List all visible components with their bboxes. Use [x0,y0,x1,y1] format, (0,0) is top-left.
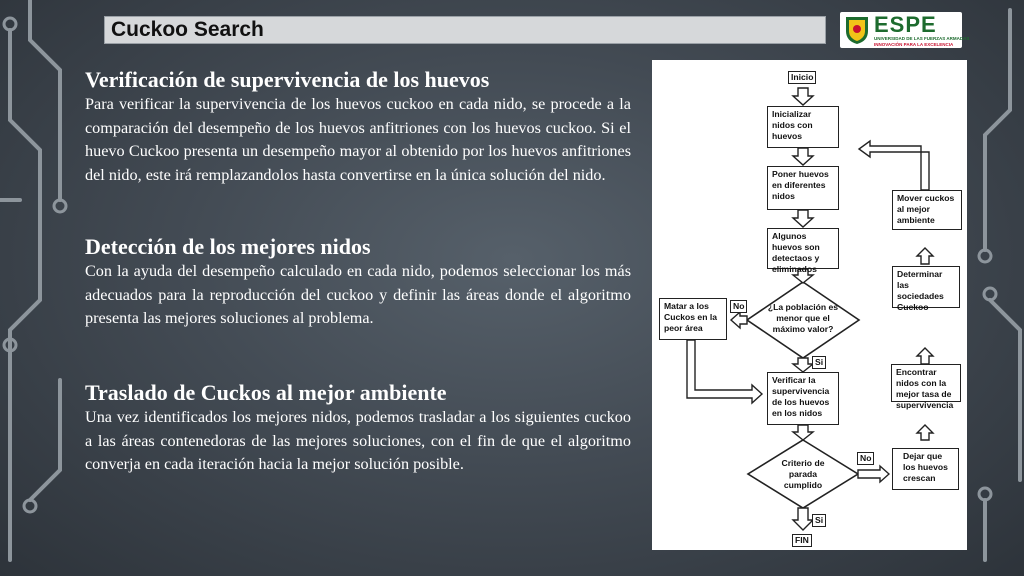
arrow-left [731,312,747,328]
arrow-up [917,425,933,440]
logo-tagline: INNOVACIÓN PARA LA EXCELENCIA [874,42,954,47]
verify-box: Verificar la supervivencia de los huevos en los nidos [767,372,839,425]
arrow-up [917,248,933,264]
init-box: Inicializar nidos con huevos [767,106,839,148]
arrow-loop [687,340,762,403]
arrow-down [793,508,813,530]
label-si: Si [812,356,826,369]
arrow-down [793,358,813,372]
section-heading: Verificación de supervivencia de los huevos [85,67,490,92]
kill-box: Matar a los Cuckos en la peor área [659,298,727,340]
logo-name: ESPE [874,12,937,37]
move-box: Mover cuckos al mejor ambiente [892,190,962,230]
label-si: Si [812,514,826,527]
section-heading: Detección de los mejores nidos [85,234,371,259]
decision-stop-text: Criterio de parada cumplido [781,458,825,490]
label-no: No [730,300,747,313]
societies-box: Determinar las sociedades Cuckoo [892,266,960,308]
section-body: Con la ayuda del desempeño calculado en cada nido, podemos seleccionar los más adecuados para la reproducción del cuckoo y definir las áreas donde el algoritmo presenta las mejores soluciones al problema. [85,262,631,327]
header-title: Cuckoo Search [111,18,264,41]
decision-population-text: ¿La población es menor que el máximo valor? [767,302,839,334]
detected-box: Algunos huevos son detectaos y eliminados [767,228,839,269]
best-rate-box: Encontrar nidos con la mejor tasa de supervivencia [891,364,961,402]
arrow-down [793,88,813,105]
arrow-down [793,148,813,165]
arrow-right [858,466,889,482]
logo-subtitle: UNIVERSIDAD DE LAS FUERZAS ARMADAS [874,36,970,41]
arrow-down [793,425,813,440]
arrow-up [917,348,933,364]
start-box: Inicio [788,71,816,84]
section-body: Una vez identificados los mejores nidos, podemos trasladar a los siguientes cuckoo a las áreas contenedoras de las mejores soluciones, con el fin de que el algoritmo converja en cada iteración hacia la mejor solución posible. [85,408,631,473]
arrow-down [793,210,813,227]
arrow-loop [859,141,929,190]
section-body: Para verificar la supervivencia de los huevos cuckoo en cada nido, se procede a la comparación del desempeño de los huevos anfitriones con los huevos cuckoo. Si el huevo Cuckoo presenta un desempeño mayor al obtenido por los huevos anfitriones del nido, este irá remplazandolos hasta convertirse en la única solución del nido. [85,95,631,184]
label-no: No [857,452,874,465]
end-box: FIN [792,534,812,547]
section-heading: Traslado de Cuckos al mejor ambiente [85,380,447,405]
put-eggs-box: Poner huevos en diferentes nidos [767,166,839,210]
grow-box: Dejar que los huevos crescan [892,448,959,490]
